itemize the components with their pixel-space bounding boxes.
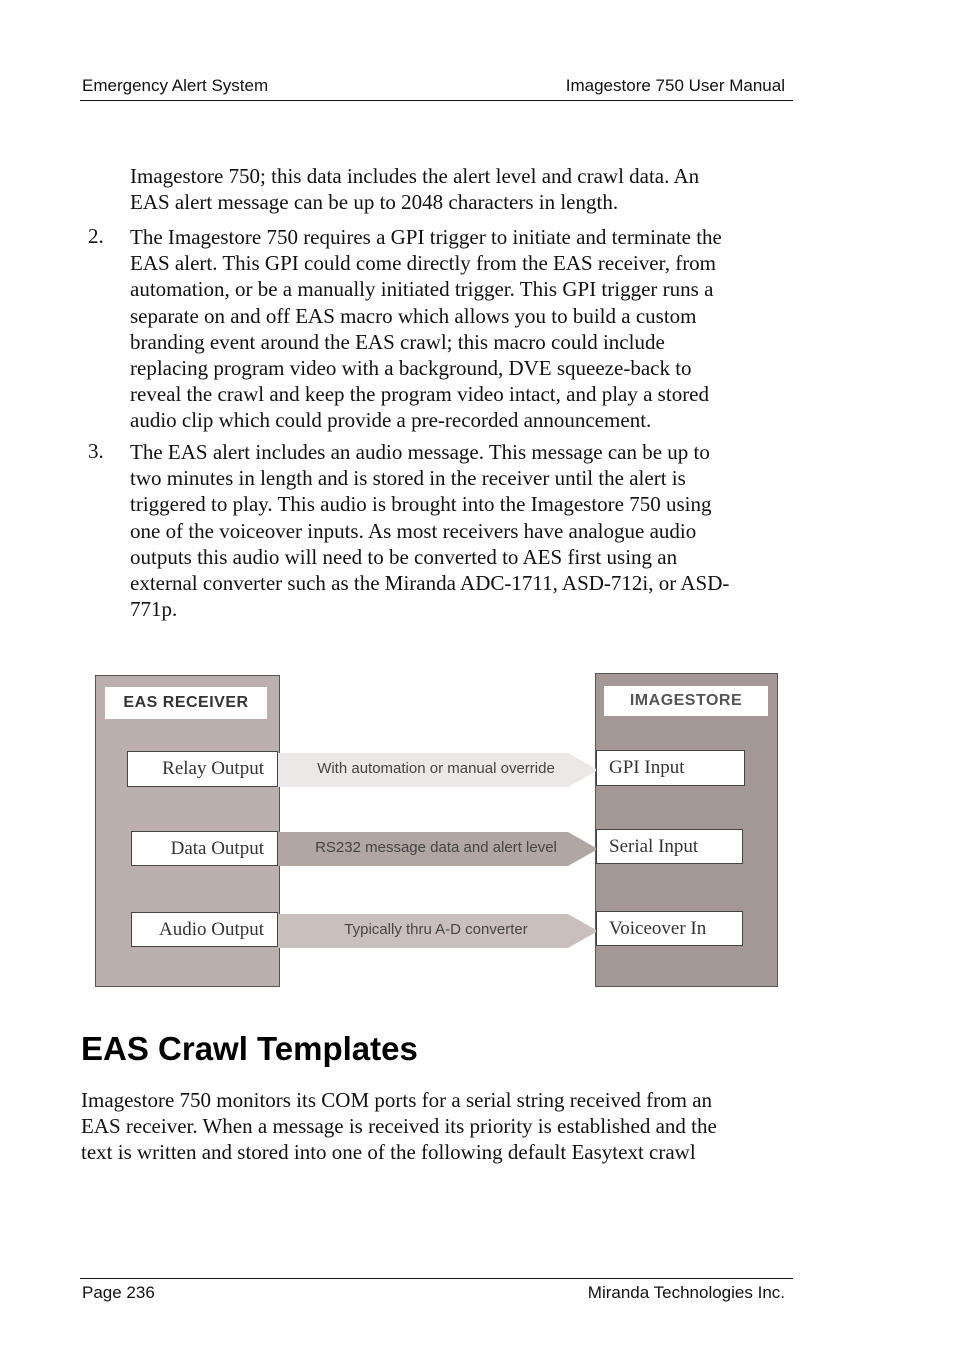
list-item-number: 3. [88, 439, 104, 463]
footer-company: Miranda Technologies Inc. [587, 1283, 785, 1302]
text-line: two minutes in length and is stored in the receiver until the alert is [130, 466, 686, 491]
text-line: outputs this audio will need to be converted to AES first using an [130, 544, 678, 569]
text-line: audio clip which could provide a pre-recorded announcement. [130, 408, 652, 433]
text-line: text is written and stored into one of the following default Easytext crawl [81, 1140, 696, 1165]
text-line: EAS receiver. When a message is received its priority is established and the [81, 1114, 717, 1139]
header-manual-title: Imagestore 750 User Manual [565, 76, 785, 95]
text-line: one of the voiceover inputs. As most receivers have analogue audio [130, 518, 697, 543]
connection-label: Typically thru A-D converter [344, 921, 528, 938]
audio-output-box: Audio Output [131, 912, 278, 947]
text-line: The EAS alert includes an audio message. This message can be up to [130, 440, 710, 464]
data-output-box: Data Output [131, 831, 278, 866]
list-item-number: 2. [88, 224, 104, 248]
serial-input-box: Serial Input [596, 829, 743, 864]
text-line: external converter such as the Miranda ADC-1711, ASD-712i, or ASD- [130, 571, 730, 596]
text-line: branding event around the EAS crawl; this macro could include [130, 329, 665, 354]
intro-paragraph [130, 163, 699, 215]
text-line: EAS alert. This GPI could come directly from the EAS receiver, from [130, 251, 717, 276]
connection-label: RS232 message data and alert level [315, 839, 557, 856]
text-line: 771p. [130, 597, 178, 622]
header-section-title: Emergency Alert System [82, 76, 269, 95]
connection-label: With automation or manual override [317, 760, 555, 777]
text-line: Imagestore 750 monitors its COM ports for a serial string received from an [81, 1088, 713, 1112]
text-line: Imagestore 750; this data includes the alert level and crawl data. An [130, 164, 700, 188]
text-line: The Imagestore 750 requires a GPI trigger to initiate and terminate the [130, 225, 722, 249]
section-paragraph [81, 1087, 717, 1166]
text-line: automation, or be a manually initiated trigger. This GPI trigger runs a [130, 277, 714, 302]
list-item-text [130, 439, 729, 622]
voiceover-input-box: Voiceover In [596, 911, 743, 946]
text-line: replacing program video with a background, DVE squeeze-back to [130, 356, 692, 381]
page-header [80, 76, 793, 101]
section-heading: EAS Crawl Templates [81, 1030, 418, 1067]
list-item-text [130, 224, 722, 434]
imagestore-title: IMAGESTORE [604, 686, 768, 716]
text-line: EAS alert message can be up to 2048 characters in length. [130, 190, 619, 215]
eas-receiver-title: EAS RECEIVER [105, 687, 267, 719]
page-footer [80, 1278, 793, 1303]
gpi-input-box: GPI Input [596, 750, 745, 786]
text-line: separate on and off EAS macro which allows you to build a custom [130, 303, 697, 328]
relay-output-box: Relay Output [127, 751, 278, 787]
text-line: reveal the crawl and keep the program video intact, and play a stored [130, 382, 710, 407]
text-line: triggered to play. This audio is brought into the Imagestore 750 using [130, 492, 712, 517]
page-number: Page 236 [82, 1283, 155, 1302]
